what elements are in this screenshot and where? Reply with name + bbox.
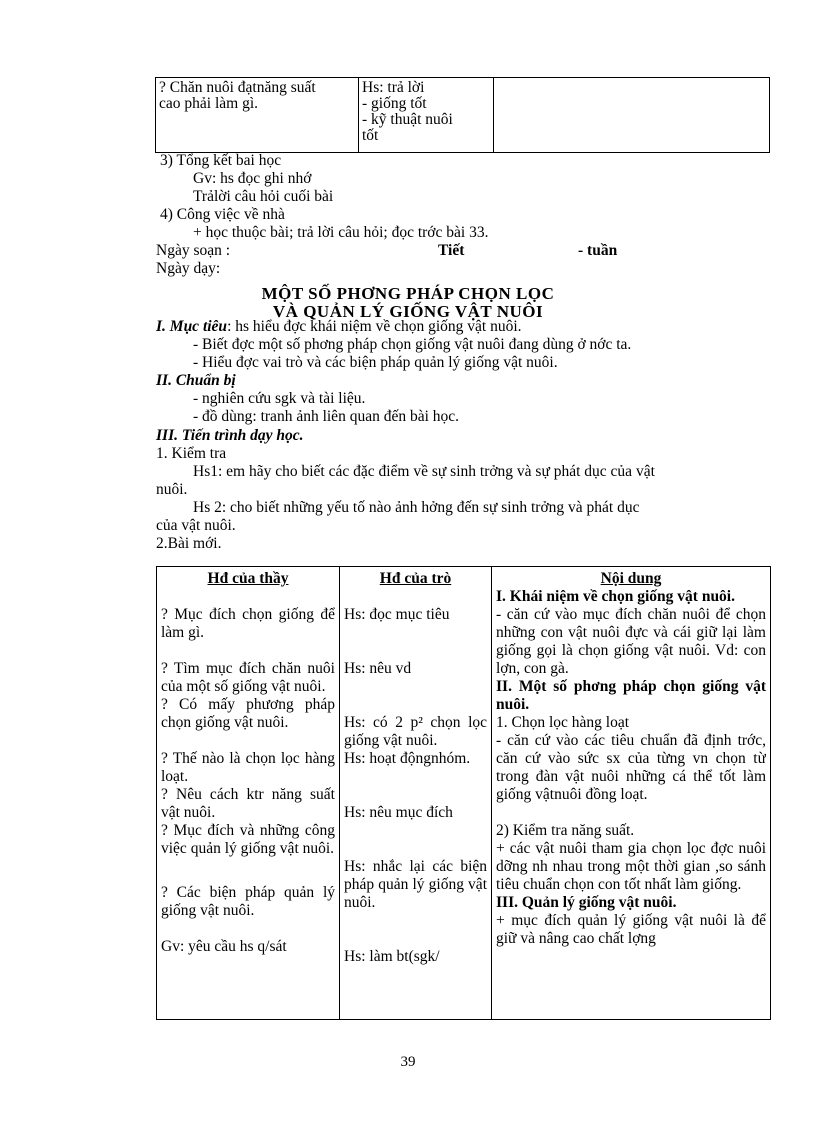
objectives-text: : hs hiểu đợc khái niệm về chọn giống vật nuôi. — [227, 318, 522, 335]
summary-line: Trảlời câu hỏi cuối bài — [193, 188, 334, 205]
content-text: - căn cứ vào các tiêu chuẩn đã định trớc, căn cứ vào sức sx của từng vn chọn từ trong đàn vật nuôi những cá thể tốt làm giống vậtnuôi đồng loạt. — [496, 732, 766, 803]
prep-date-label: Ngày soạn : — [156, 242, 231, 259]
preparation-heading: II. Chuẩn bị — [156, 372, 236, 389]
column-header-student: Hđ của trò — [379, 570, 452, 587]
preparation-item: - nghiên cứu sgk và tài liệu. — [193, 390, 366, 407]
cell-line: cao phải làm gì. — [159, 95, 258, 112]
student-item: Hs: nhắc lại các biện pháp quản lý giống vật nuôi. — [344, 858, 487, 911]
lesson-period-label: Tiết — [438, 242, 465, 259]
week-label: - tuần — [578, 242, 618, 259]
summary-line: Gv: hs đọc ghi nhớ — [193, 170, 312, 187]
teacher-item: ? Tìm mục đích chăn nuôi của một số giống vật nuôi. — [161, 660, 335, 695]
question-hs2: Hs 2: cho biết những yếu tố nào ảnh hởng đến sự sinh trởng và phát dục — [193, 499, 640, 516]
top-table-content-cell — [494, 78, 770, 153]
student-item: Hs: làm bt(sgk/ — [344, 948, 440, 965]
student-activity-cell — [340, 567, 492, 1020]
teacher-item: ? Các biện pháp quản lý giống vật nuôi. — [161, 884, 335, 919]
teacher-item: ? Thế nào là chọn lọc hàng loạt. — [161, 750, 335, 785]
column-header-content: Nội dung — [600, 570, 662, 587]
content-heading: III. Quản lý giống vật nuôi. — [496, 894, 677, 911]
top-table — [155, 77, 770, 153]
lesson-title-line2: VÀ QUẢN LÝ GIỐNG VẬT NUÔI — [272, 302, 544, 321]
objectives-line — [156, 318, 522, 336]
content-heading: I. Khái niệm về chọn giống vật nuôi. — [496, 588, 735, 605]
homework-line: + học thuộc bài; trả lời câu hỏi; đọc trớc bài 33. — [193, 224, 489, 241]
top-table-student-cell — [359, 78, 494, 153]
summary-heading: 3) Tổng kết bai học — [160, 152, 282, 169]
objective-item: - Biết đợc một số phơng pháp chọn giống vật nuôi đang dùng ở nớc ta. — [193, 336, 632, 353]
top-table-teacher-cell — [156, 78, 359, 153]
lesson-title-line1: MỘT SỐ PHƠNG PHÁP CHỌN LỌC — [261, 284, 555, 303]
teacher-activity-cell — [157, 567, 340, 1020]
question-hs1: Hs1: em hãy cho biết các đặc điểm về sự sinh trởng và sự phát dục của vật — [193, 463, 655, 480]
student-item: Hs: nêu vd — [344, 660, 412, 677]
table-row — [156, 78, 770, 153]
teacher-item: Gv: yêu cầu hs q/sát — [161, 938, 287, 955]
objectives-heading: I. Mục tiêu — [156, 318, 228, 335]
student-item: Hs: hoạt độngnhóm. — [344, 750, 471, 767]
procedure-heading: III. Tiến trình dạy học. — [156, 427, 304, 444]
new-lesson-heading: 2.Bài mới. — [156, 535, 222, 552]
teacher-item: ? Mục đích chọn giống để làm gì. — [161, 606, 335, 641]
student-item: Hs: nêu mục đích — [344, 804, 453, 821]
cell-line: - kỹ thuật nuôi — [362, 111, 453, 128]
teacher-item: ? Có mấy phương pháp chọn giống vật nuôi. — [161, 696, 335, 731]
cell-line: ? Chăn nuôi đạtnăng suất — [159, 79, 316, 96]
objective-item: - Hiểu đợc vai trò và các biện pháp quản lý giống vật nuôi. — [193, 354, 558, 371]
student-item: Hs: có 2 p² chọn lọc giống vật nuôi. — [344, 714, 487, 749]
teacher-item: ? Mục đích và những công việc quản lý giống vật nuôi. — [161, 822, 335, 857]
content-text: + các vật nuôi tham gia chọn lọc đợc nuôi dỡng nh nhau trong một thời gian ,so sánh tiêu chuẩn chọn con tốt nhất làm giống. — [496, 840, 766, 893]
content-text: - căn cứ vào mục đích chăn nuôi để chọn những con vật nuôi đực và cái giữ lại làm giống gọi là chọn giống vật nuôi. Vd: con lợn, con gà. — [496, 606, 766, 677]
teach-date-label: Ngày dạy: — [156, 260, 221, 277]
question-hs1-cont: nuôi. — [156, 481, 188, 498]
content-cell — [492, 567, 771, 1020]
lesson-table — [156, 566, 771, 1020]
column-header-teacher: Hđ của thầy — [207, 570, 289, 587]
table-row — [157, 567, 771, 1020]
cell-line: Hs: trả lời — [362, 80, 425, 96]
student-item: Hs: đọc mục tiêu — [344, 606, 450, 623]
question-hs2-cont: của vật nuôi. — [156, 517, 236, 534]
content-text: 1. Chọn lọc hàng loạt — [496, 714, 630, 731]
content-text: 2) Kiểm tra năng suất. — [496, 822, 635, 839]
cell-line: - giống tốt — [362, 95, 427, 112]
content-heading: II. Một số phơng pháp chọn giống vật nuôi. — [496, 678, 766, 713]
check-heading: 1. Kiểm tra — [156, 445, 227, 462]
preparation-item: - đồ dùng: tranh ảnh liên quan đến bài học. — [193, 408, 460, 425]
homework-heading: 4) Công việc về nhà — [160, 206, 285, 223]
teacher-item: ? Nêu cách ktr năng suất vật nuôi. — [161, 786, 335, 821]
content-text: + mục đích quản lý giống vật nuôi là để giữ và nâng cao chất lợng — [496, 912, 766, 947]
page-number: 39 — [400, 1054, 416, 1070]
cell-line: tốt — [362, 127, 379, 144]
